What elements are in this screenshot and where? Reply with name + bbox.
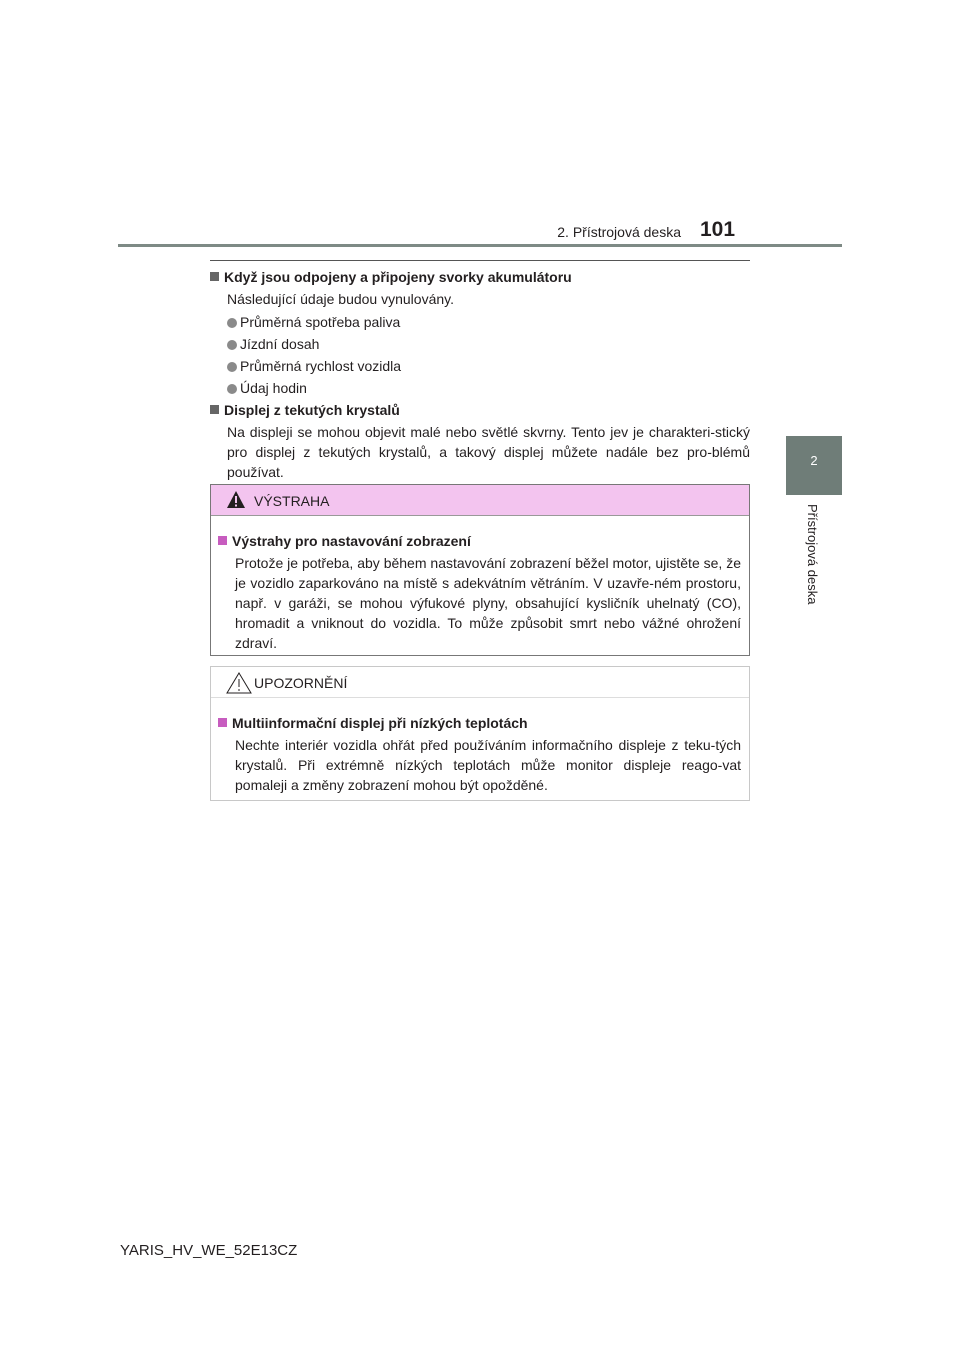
- caution-triangle-outline-icon: [226, 672, 252, 697]
- document-code: YARIS_HV_WE_52E13CZ: [120, 1242, 298, 1259]
- section-title: [210, 267, 750, 287]
- list-item-text: Průměrná rychlost vozidla: [240, 358, 402, 374]
- list-item-text: Průměrná spotřeba paliva: [240, 314, 401, 330]
- content-divider: [210, 260, 750, 261]
- section-paragraph: Následující údaje budou vynulovány.: [227, 291, 455, 307]
- list-item-text: Údaj hodin: [240, 380, 307, 396]
- caution-box: [210, 666, 750, 801]
- warning-box-title: [218, 531, 741, 551]
- main-content: [210, 265, 750, 482]
- warning-box-text: Protože je potřeba, aby během nastavování zobrazení běžel motor, ujistěte se, že je vozidlo zaparkováno na místě s adekvátním větráním. V uzavře-ném prostoru, např. v garáži, se mohou výfukové plyny, obsahující kysličník uhelnatý (CO), hromadit a vniknout do vozidla. To může způsobit smrt nebo vážné ohrožení zdraví.: [235, 555, 741, 651]
- header-divider: [118, 244, 842, 247]
- circle-bullet-icon: [227, 340, 237, 350]
- caution-box-title: [218, 713, 741, 733]
- caution-box-header: [211, 667, 749, 698]
- caution-box-title-text: Multiinformační displej při nízkých teplotách: [232, 715, 528, 731]
- list-item-text: Jízdní dosah: [240, 336, 320, 352]
- warning-box: [210, 484, 750, 656]
- square-bullet-icon: [210, 272, 219, 281]
- header-section-title: 2. Přístrojová deska: [557, 224, 681, 240]
- square-bullet-icon: [218, 718, 227, 727]
- section-title: [210, 400, 750, 420]
- caution-box-label: UPOZORNĚNÍ: [254, 675, 348, 691]
- section-title-text: Displej z tekutých krystalů: [224, 402, 400, 418]
- circle-bullet-icon: [227, 362, 237, 372]
- square-bullet-icon: [218, 536, 227, 545]
- chapter-number: 2: [810, 453, 818, 468]
- section-paragraph: Na displeji se mohou objevit malé nebo světlé skvrny. Tento jev je charakteri-stický pro displej z tekutých krystalů, a takový displej můžete nadále bez pro-blémů používat.: [227, 424, 750, 480]
- page-number: 101: [700, 218, 736, 241]
- side-chapter-title: [786, 504, 842, 624]
- warning-triangle-filled-icon: [226, 490, 246, 512]
- circle-bullet-icon: [227, 318, 237, 328]
- warning-box-body: [211, 516, 749, 653]
- section-title-text: Když jsou odpojeny a připojeny svorky akumulátoru: [224, 269, 572, 285]
- warning-box-header: [211, 485, 749, 516]
- circle-bullet-icon: [227, 384, 237, 394]
- caution-box-text: Nechte interiér vozidla ohřát před používáním informačního displeje z teku-tých krystalů. Při extrémně nízkých teplotách může monitor displeje reago-vat pomaleji a změny zobrazení mohou být opožděné.: [235, 737, 741, 793]
- list-item: [227, 312, 750, 332]
- warning-box-title-text: Výstrahy pro nastavování zobrazení: [232, 533, 471, 549]
- chapter-tab: [786, 436, 842, 495]
- warning-box-label: VÝSTRAHA: [254, 493, 330, 509]
- list-item: [227, 356, 750, 376]
- list-item: [227, 334, 750, 354]
- side-chapter-title-text: Přístrojová deska: [805, 504, 820, 605]
- square-bullet-icon: [210, 405, 219, 414]
- list-item: [227, 378, 750, 398]
- caution-box-body: [211, 698, 749, 795]
